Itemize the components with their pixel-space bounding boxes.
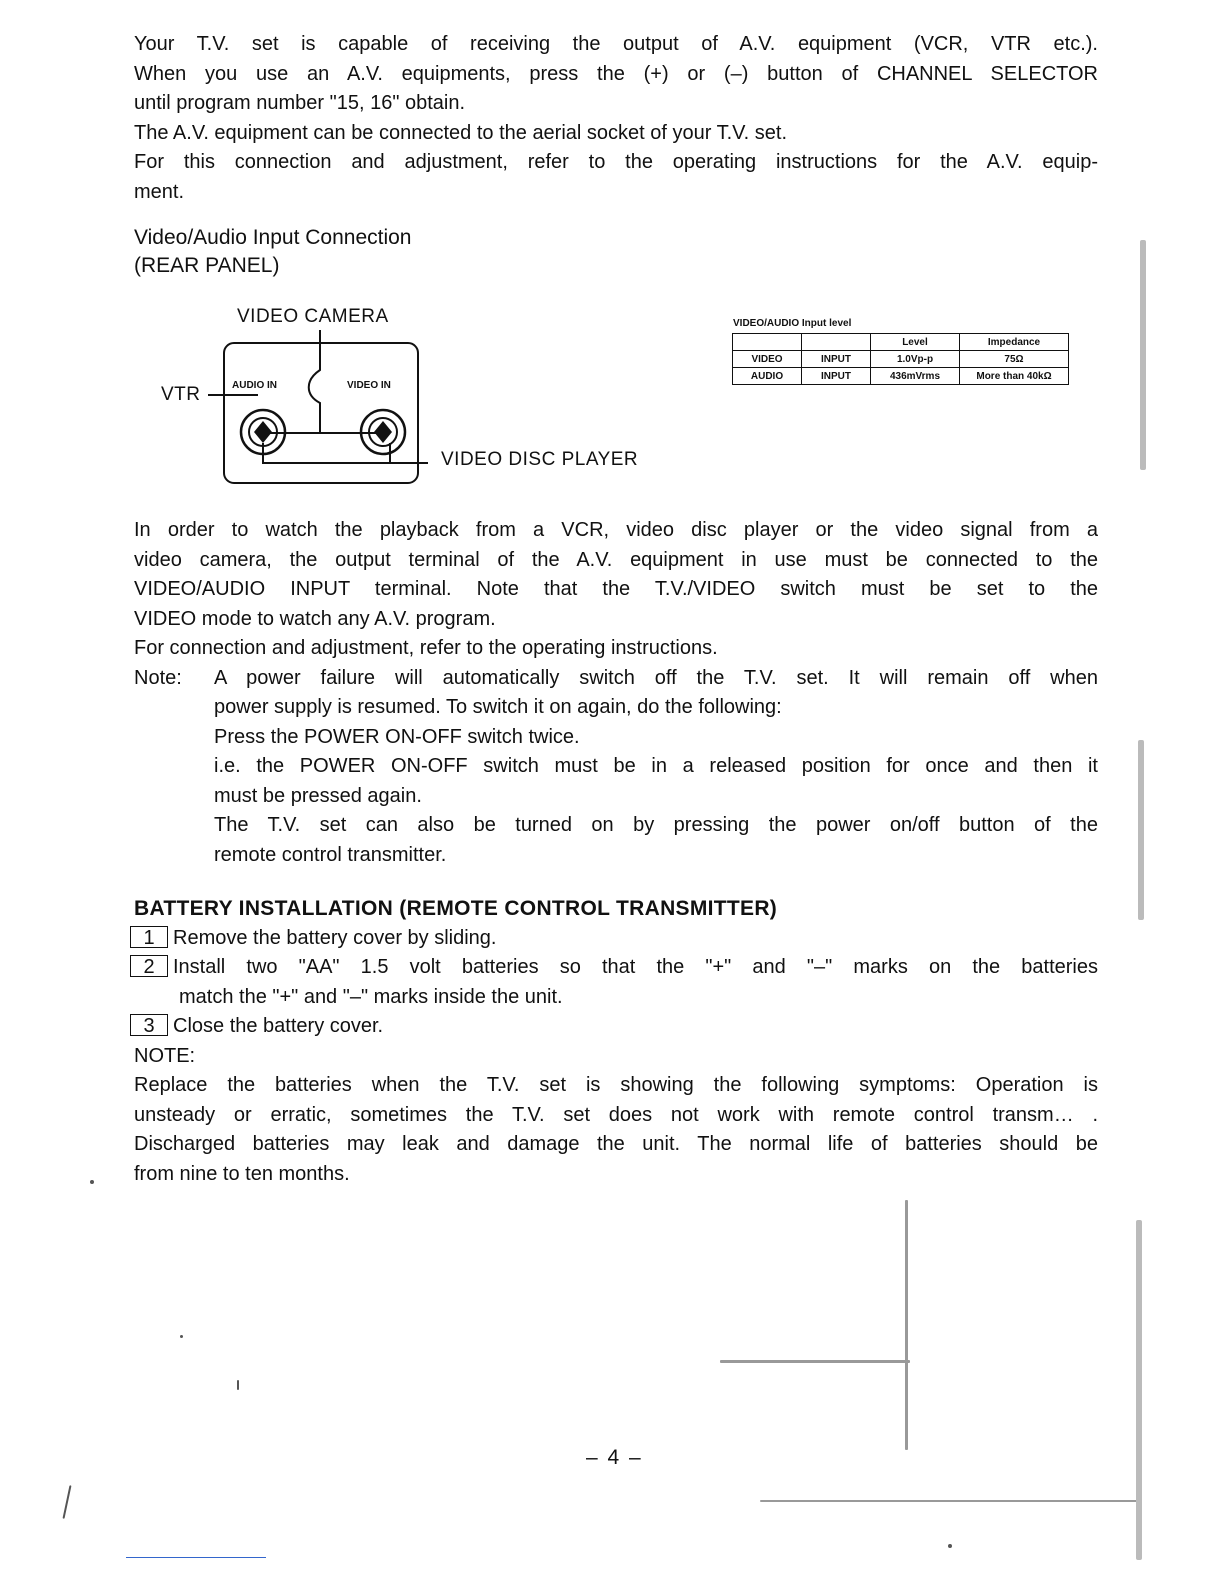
table-cell: 436mVrms [871,368,960,385]
note-line-5: must be pressed again. [214,784,422,807]
note-line-1: A power failure will automatically switch off the T.V. set. It will remain off when [214,666,1098,689]
connection-title: Video/Audio Input Connection [134,226,412,249]
playback-line-2: video camera, the output terminal of the A.V. equipment in use must be connected to the [134,548,1098,571]
step-text-continued: match the "+" and "–" marks inside the unit. [179,985,563,1008]
level-table [732,333,1069,385]
list-item [134,953,1098,983]
battery-section [134,894,1098,1189]
bridge-cable [263,443,390,463]
table-cell: 75Ω [960,351,1069,368]
step-text: Close the battery cover. [173,1015,384,1037]
step-text: Remove the battery cover by sliding. [173,926,497,949]
table-header-cell: Level [871,334,960,351]
level-table-title: VIDEO/AUDIO Input level [733,318,852,329]
vtr-label: VTR [161,384,201,405]
playback-paragraph [134,516,1098,870]
battery-note-label: NOTE: [134,1044,196,1067]
step-number-box: 1 [130,926,168,948]
intro-line-2: When you use an A.V. equipments, press the (+) or (–) button of CHANNEL SELECTOR [134,62,1098,85]
table-cell: VIDEO [733,351,802,368]
camera-cable [309,330,320,433]
note-line-6: The T.V. set can also be turned on by pressing the power on/off button of the [214,814,1098,836]
playback-line-1: In order to watch the playback from a VCR, video disc player or the video signal from a [134,519,1098,541]
video-disc-player-label: VIDEO DISC PLAYER [441,449,639,470]
list-item [134,1012,1098,1042]
table-header-row [733,334,1069,351]
table-header-cell: Impedance [960,334,1069,351]
battery-note-line-4: from nine to ten months. [134,1162,350,1185]
step-text: Install two "AA" 1.5 volt batteries so that the "+" and "–" marks on the batteries [173,956,1098,978]
intro-line-4: The A.V. equipment can be connected to the aerial socket of your T.V. set. [134,121,788,144]
table-cell: AUDIO [733,368,802,385]
audio-in-label: AUDIO IN [232,380,277,391]
page-number: – 4 – [586,1446,643,1469]
table-cell: INPUT [802,368,871,385]
video-in-label: VIDEO IN [347,380,391,391]
note-line-3: Press the POWER ON-OFF switch twice. [214,725,580,748]
battery-note-line-3: Discharged batteries may leak and damage the unit. The normal life of batteries should be [134,1133,1098,1155]
step-number-box: 3 [130,1014,168,1036]
table-header-cell [733,334,802,351]
step-number-box: 2 [130,955,168,977]
table-row [733,351,1069,368]
intro-line-5: For this connection and adjustment, refer to the operating instructions for the A.V. equip- [134,151,1098,173]
table-cell: 1.0Vp-p [871,351,960,368]
video-camera-label: VIDEO CAMERA [237,306,389,327]
note-label: Note: [134,666,182,689]
connection-heading [134,224,412,280]
rear-panel-diagram [200,325,450,495]
intro-paragraph [134,30,1098,207]
note-line-4: i.e. the POWER ON-OFF switch must be in a released position for once and then it [214,755,1098,777]
intro-line-6: ment. [134,180,185,203]
battery-note-line-1: Replace the batteries when the T.V. set is showing the following symptoms: Operation is [134,1074,1098,1096]
table-header-cell [802,334,871,351]
playback-refer: For connection and adjustment, refer to the operating instructions. [134,637,718,659]
intro-line-1: Your T.V. set is capable of receiving the output of A.V. equipment (VCR, VTR etc.). [134,33,1098,55]
underline-link [126,1557,266,1558]
playback-line-3: VIDEO/AUDIO INPUT terminal. Note that the T.V./VIDEO switch must be set to the [134,578,1098,600]
playback-line-4: VIDEO mode to watch any A.V. program. [134,607,496,630]
table-cell: INPUT [802,351,871,368]
intro-line-3: until program number "15, 16" obtain. [134,92,466,114]
note-line-7: remote control transmitter. [214,843,447,866]
table-cell: More than 40kΩ [960,368,1069,385]
connection-subtitle: (REAR PANEL) [134,254,280,277]
battery-note-line-2: unsteady or erratic, sometimes the T.V. set does not work with remote control transm… . [134,1103,1098,1126]
battery-heading: BATTERY INSTALLATION (REMOTE CONTROL TRANSMITTER) [134,897,778,920]
table-row [733,368,1069,385]
list-item [134,924,1098,954]
note-line-2: power supply is resumed. To switch it on again, do the following: [214,696,782,718]
note-row [134,664,1098,694]
